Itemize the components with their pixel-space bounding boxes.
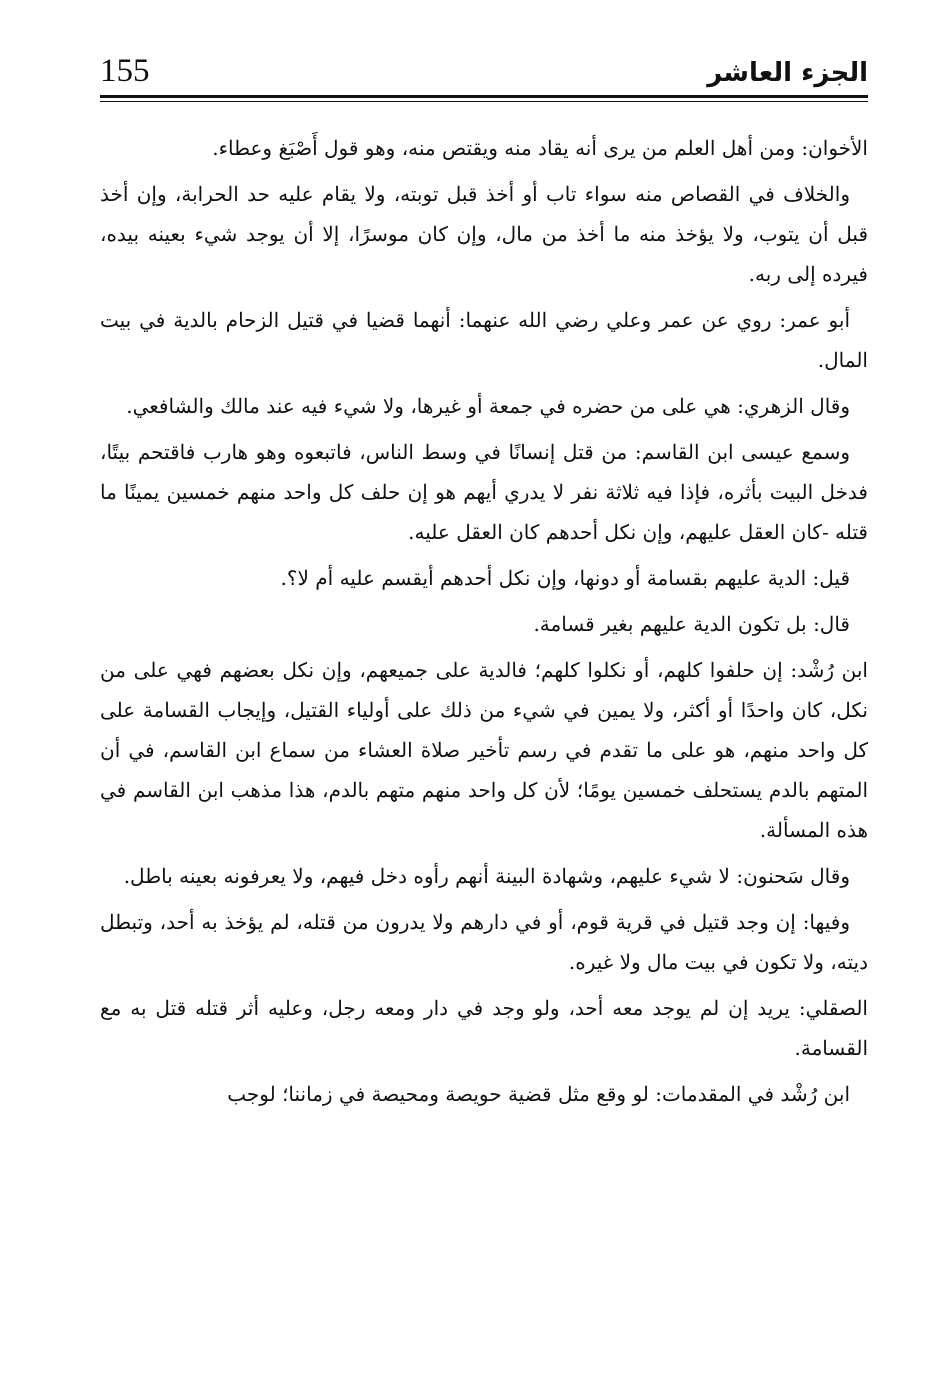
header-rule-thick [100,95,868,98]
paragraph: قال: بل تكون الدية عليهم بغير قسامة. [533,612,850,636]
paragraph: أبو عمر: روي عن عمر وعلي رضي الله عنهما: أنهما قضيا في قتيل الزحام بالدية في بيت المال. [100,308,868,372]
paragraph: وسمع عيسى ابن القاسم: من قتل إنسانًا في وسط الناس، فاتبعوه وهو هارب فاقتحم بيتًا، فدخل البيت بأثره، فإذا فيه ثلاثة نفر لا يدري أيهم هو إن حلف كل واحد منهم خمسين يمينًا ما قتله -كان العقل عليهم، وإن نكل أحدهم كان العقل عليه. [100,440,868,544]
paragraph: ابن رُشْد في المقدمات: لو وقع مثل قضية حويصة ومحيصة في زماننا؛ لوجب [227,1082,850,1106]
running-title: الجزء العاشر [707,58,868,88]
page-number: 155 [100,53,150,89]
paragraph: الأخوان: ومن أهل العلم من يرى أنه يقاد منه ويقتص منه، وهو قول أَصْبَغ وعطاء. [212,136,868,160]
paragraph: الصقلي: يريد إن لم يوجد معه أحد، ولو وجد في دار ومعه رجل، وعليه أثر قتله قتل به مع القسامة. [100,996,868,1060]
paragraph: وفيها: إن وجد قتيل في قرية قوم، أو في دارهم ولا يدرون من قتله، لم يؤخذ به أحد، وتبطل ديته، ولا تكون في بيت مال ولا غيره. [100,910,868,974]
body-text [100,128,868,1120]
book-page [100,52,868,1372]
paragraph: والخلاف في القصاص منه سواء تاب أو أخذ قبل توبته، ولا يقام عليه حد الحرابة، وإن أخذ قبل أن يتوب، ولا يؤخذ منه ما أخذ من مال، وإن كان موسرًا، إلا أن يوجد شيء بعينه بيده، فيرده إلى ربه. [100,182,868,286]
page-header [100,52,868,96]
paragraph: وقال سَحنون: لا شيء عليهم، وشهادة البينة أنهم رأوه دخل فيهم، ولا يعرفونه بعينه باطل. [123,864,850,888]
paragraph: وقال الزهري: هي على من حضره في جمعة أو غيرها، ولا شيء فيه عند مالك والشافعي. [126,394,850,418]
paragraph: ابن رُشْد: إن حلفوا كلهم، أو نكلوا كلهم؛ فالدية على جميعهم، وإن نكل بعضهم فهي على من نكل، كان واحدًا أو أكثر، ولا يمين في شيء من ذلك على أولياء القتيل، وإيجاب القسامة على كل واحد منهم، هو على ما تقدم في رسم تأخير صلاة العشاء من سماع ابن القاسم، في أن المتهم بالدم يستحلف خمسين يومًا؛ لأن كل واحد منهم متهم بالدم، هذا مذهب ابن القاسم في هذه المسألة. [100,658,868,842]
paragraph: قيل: الدية عليهم بقسامة أو دونها، وإن نكل أحدهم أيقسم عليه أم لا؟. [280,566,850,590]
header-rule-thin [100,101,868,102]
